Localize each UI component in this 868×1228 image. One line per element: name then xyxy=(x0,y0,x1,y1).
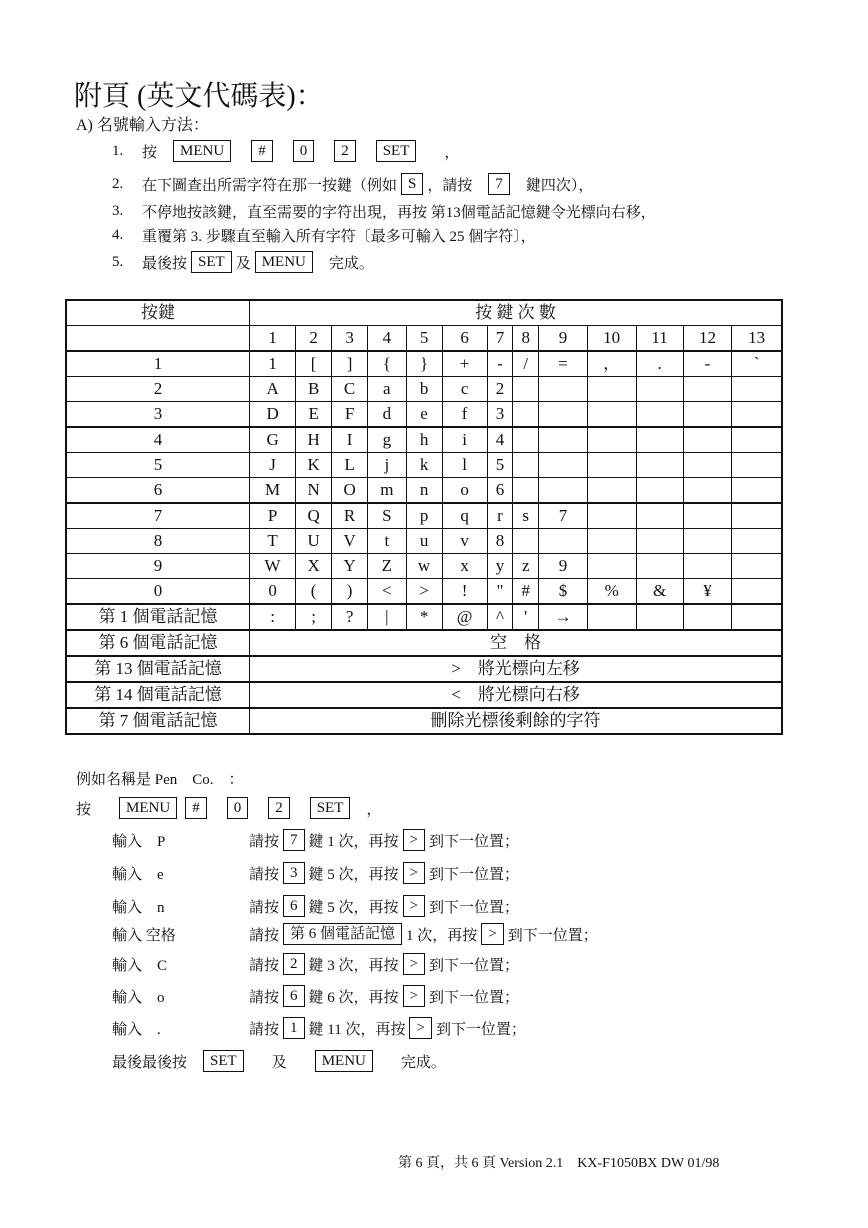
char-cell xyxy=(683,503,732,529)
example-text: 到下一位置； xyxy=(429,899,520,916)
cursor-right-key: > xyxy=(409,1017,431,1039)
key-s: S xyxy=(401,173,423,195)
key-2: 2 xyxy=(268,797,290,819)
char-cell: ^ xyxy=(487,604,513,630)
row-key: 5 xyxy=(66,453,250,478)
key-menu: MENU xyxy=(173,140,231,162)
char-cell xyxy=(683,377,732,402)
table-row xyxy=(66,427,782,453)
char-cell: a xyxy=(368,377,407,402)
step-4 xyxy=(112,225,536,246)
char-cell xyxy=(587,529,636,554)
char-cell: [ xyxy=(296,351,332,377)
example-text: 鍵 11 次，再按 xyxy=(308,1021,406,1038)
key-hash: # xyxy=(185,797,207,819)
cursor-right-key: > xyxy=(403,829,425,851)
key-0: 0 xyxy=(227,797,249,819)
cursor-right-key: > xyxy=(403,862,425,884)
example-text: 按 xyxy=(76,801,92,818)
example-line xyxy=(112,923,598,945)
press-count-header: 8 xyxy=(513,326,539,352)
char-cell: ] xyxy=(332,351,368,377)
char-cell xyxy=(732,554,782,579)
example-line xyxy=(112,985,519,1007)
char-cell: W xyxy=(250,554,296,579)
char-cell: C xyxy=(332,377,368,402)
char-cell: ; xyxy=(296,604,332,630)
char-cell: A xyxy=(250,377,296,402)
example-text: 請按 xyxy=(249,866,280,883)
char-cell: - xyxy=(487,351,513,377)
char-cell: 7 xyxy=(539,503,588,529)
press-count-header: 6 xyxy=(442,326,487,352)
char-cell: & xyxy=(636,579,683,605)
char-cell: P xyxy=(250,503,296,529)
key-menu: MENU xyxy=(315,1050,373,1072)
example-key: 6 xyxy=(283,985,305,1007)
function-description: > 將光標向左移 xyxy=(250,656,783,682)
char-cell xyxy=(732,604,782,630)
char-cell xyxy=(732,503,782,529)
char-cell xyxy=(636,478,683,504)
key-set: SET xyxy=(310,797,351,819)
example-text: 鍵 3 次，再按 xyxy=(308,957,399,974)
press-count-header: 1 xyxy=(250,326,296,352)
char-cell xyxy=(539,453,588,478)
char-cell: c xyxy=(442,377,487,402)
step-text: 在下圖查出所需字符在那一按鍵（例如 xyxy=(142,177,398,194)
step-2 xyxy=(112,173,593,195)
char-cell: 3 xyxy=(487,402,513,428)
char-cell: b xyxy=(406,377,442,402)
char-cell: J xyxy=(250,453,296,478)
example-text: 到下一位置； xyxy=(429,989,520,1006)
char-cell xyxy=(683,529,732,554)
char-cell xyxy=(513,427,539,453)
char-cell: d xyxy=(368,402,407,428)
char-cell: i xyxy=(442,427,487,453)
char-cell xyxy=(539,377,588,402)
char-cell: E xyxy=(296,402,332,428)
char-cell: - xyxy=(683,351,732,377)
char-cell: = xyxy=(539,351,588,377)
function-description: < 將光標向右移 xyxy=(250,682,783,708)
example-line xyxy=(112,829,519,851)
char-cell: 4 xyxy=(487,427,513,453)
page-footer: 第 6 頁，共 6 頁 Version 2.1 KX-F1050BX DW 01/98 xyxy=(398,1156,720,1171)
example-press-line xyxy=(76,797,381,819)
char-cell xyxy=(587,554,636,579)
char-cell xyxy=(587,427,636,453)
key-set: SET xyxy=(191,251,232,273)
example-text: 到下一位置； xyxy=(429,833,520,850)
char-cell: V xyxy=(332,529,368,554)
char-cell: u xyxy=(406,529,442,554)
cursor-right-key: > xyxy=(403,985,425,1007)
example-input: 輸入 C xyxy=(112,957,168,974)
example-key: 第 6 個電話記憶 xyxy=(283,923,402,945)
example-text: 到下一位置； xyxy=(429,957,520,974)
char-cell: l xyxy=(442,453,487,478)
char-cell: 8 xyxy=(487,529,513,554)
press-count-header: 9 xyxy=(539,326,588,352)
header-blank xyxy=(66,326,250,352)
char-cell: > xyxy=(406,579,442,605)
example-key: 3 xyxy=(283,862,305,884)
example-input: 輸入 空格 xyxy=(112,927,176,944)
function-row xyxy=(66,682,782,708)
char-cell xyxy=(732,453,782,478)
char-cell: Y xyxy=(332,554,368,579)
example-input: 輸入 n xyxy=(112,899,165,916)
char-cell: U xyxy=(296,529,332,554)
example-text: 鍵 6 次，再按 xyxy=(308,989,399,1006)
table-row xyxy=(66,402,782,428)
char-cell: x xyxy=(442,554,487,579)
char-cell xyxy=(539,529,588,554)
press-count-header: 10 xyxy=(587,326,636,352)
char-cell xyxy=(636,554,683,579)
char-cell: | xyxy=(368,604,407,630)
step-text: 鍵四次）， xyxy=(525,177,594,194)
row-key: 第 14 個電話記憶 xyxy=(66,682,250,708)
char-cell: H xyxy=(296,427,332,453)
table-row xyxy=(66,351,782,377)
press-count-header: 3 xyxy=(332,326,368,352)
char-cell xyxy=(587,604,636,630)
char-cell: → xyxy=(539,604,588,630)
char-cell: Z xyxy=(368,554,407,579)
example-line xyxy=(112,895,519,917)
char-cell: z xyxy=(513,554,539,579)
char-cell: 5 xyxy=(487,453,513,478)
step-number: 1. xyxy=(112,142,124,159)
row-key: 6 xyxy=(66,478,250,504)
table-row xyxy=(66,604,782,630)
press-count-header: 11 xyxy=(636,326,683,352)
step-text: 完成。 xyxy=(328,255,374,272)
example-line xyxy=(112,1017,526,1039)
char-cell: r xyxy=(487,503,513,529)
step-number: 3. xyxy=(112,203,124,219)
char-cell xyxy=(539,427,588,453)
char-cell: y xyxy=(487,554,513,579)
example-line xyxy=(112,862,519,884)
char-cell: X xyxy=(296,554,332,579)
step-text: 不停地按該鍵，直至需要的字符出現，再按 第13個電話記憶鍵令光標向右移， xyxy=(142,205,656,221)
char-cell xyxy=(732,478,782,504)
char-cell: R xyxy=(332,503,368,529)
char-cell xyxy=(636,377,683,402)
key-menu: MENU xyxy=(255,251,313,273)
char-cell xyxy=(587,478,636,504)
example-text: 鍵 1 次，再按 xyxy=(308,833,399,850)
char-cell: ， xyxy=(587,351,636,377)
key-hash: # xyxy=(251,140,273,162)
char-cell: e xyxy=(406,402,442,428)
char-cell xyxy=(732,529,782,554)
char-cell: t xyxy=(368,529,407,554)
char-cell xyxy=(587,503,636,529)
example-text: 到下一位置； xyxy=(507,927,598,944)
char-cell xyxy=(636,529,683,554)
char-cell: } xyxy=(406,351,442,377)
example-key: 2 xyxy=(283,953,305,975)
char-cell xyxy=(587,453,636,478)
step-number: 4. xyxy=(112,227,124,243)
char-cell xyxy=(539,478,588,504)
char-cell: p xyxy=(406,503,442,529)
row-key: 第 6 個電話記憶 xyxy=(66,630,250,656)
char-cell: 6 xyxy=(487,478,513,504)
step-5 xyxy=(112,251,374,273)
char-cell: ( xyxy=(296,579,332,605)
char-cell: I xyxy=(332,427,368,453)
char-cell: . xyxy=(636,351,683,377)
header-key: 按鍵 xyxy=(66,300,250,326)
char-cell: L xyxy=(332,453,368,478)
char-cell: q xyxy=(442,503,487,529)
step-text: 及 xyxy=(235,255,251,272)
press-count-header: 4 xyxy=(368,326,407,352)
table-row xyxy=(66,503,782,529)
example-text: 請按 xyxy=(249,927,280,944)
table-row xyxy=(66,377,782,402)
row-key: 3 xyxy=(66,402,250,428)
step-text: 按 xyxy=(142,144,158,161)
example-text: ， xyxy=(366,801,382,818)
char-cell: : xyxy=(250,604,296,630)
header-presses: 按 鍵 次 數 xyxy=(250,300,783,326)
example-text: 鍵 5 次，再按 xyxy=(308,866,399,883)
char-cell xyxy=(732,377,782,402)
char-cell: ` xyxy=(732,351,782,377)
char-cell: m xyxy=(368,478,407,504)
example-line xyxy=(112,953,519,975)
press-count-header: 5 xyxy=(406,326,442,352)
step-3 xyxy=(112,201,656,222)
char-cell: O xyxy=(332,478,368,504)
example-input: 輸入 . xyxy=(112,1021,161,1038)
row-key: 第 1 個電話記憶 xyxy=(66,604,250,630)
example-key: 7 xyxy=(283,829,305,851)
char-cell xyxy=(732,579,782,605)
step-number: 5. xyxy=(112,253,124,270)
example-input: 輸入 P xyxy=(112,833,166,850)
row-key: 9 xyxy=(66,554,250,579)
char-cell xyxy=(683,604,732,630)
example-text: 到下一位置； xyxy=(435,1021,526,1038)
row-key: 第 7 個電話記憶 xyxy=(66,708,250,734)
example-text: 到下一位置； xyxy=(429,866,520,883)
key-2: 2 xyxy=(334,140,356,162)
function-row xyxy=(66,656,782,682)
example-text: 最後最後按 xyxy=(112,1054,188,1071)
example-final xyxy=(112,1050,446,1072)
row-key: 0 xyxy=(66,579,250,605)
char-cell: ) xyxy=(332,579,368,605)
char-cell xyxy=(683,402,732,428)
char-cell xyxy=(636,402,683,428)
example-text: 請按 xyxy=(249,1021,280,1038)
key-0: 0 xyxy=(293,140,315,162)
function-row xyxy=(66,630,782,656)
char-cell: w xyxy=(406,554,442,579)
char-cell: o xyxy=(442,478,487,504)
char-cell xyxy=(683,478,732,504)
char-cell xyxy=(636,427,683,453)
char-cell: * xyxy=(406,604,442,630)
press-count-header: 7 xyxy=(487,326,513,352)
char-cell xyxy=(636,503,683,529)
char-cell xyxy=(683,453,732,478)
char-cell: 2 xyxy=(487,377,513,402)
char-cell: h xyxy=(406,427,442,453)
char-cell: ! xyxy=(442,579,487,605)
char-cell: 1 xyxy=(250,351,296,377)
char-cell: n xyxy=(406,478,442,504)
char-cell: $ xyxy=(539,579,588,605)
section-a-heading: A) 名號輸入方法： xyxy=(76,117,209,134)
press-count-header: 13 xyxy=(732,326,782,352)
example-text: 請按 xyxy=(249,957,280,974)
step-text: ， xyxy=(444,144,460,161)
table-row xyxy=(66,529,782,554)
char-cell xyxy=(513,402,539,428)
cursor-right-key: > xyxy=(403,895,425,917)
step-text: ，請按 xyxy=(427,177,473,194)
row-key: 2 xyxy=(66,377,250,402)
char-cell: M xyxy=(250,478,296,504)
char-cell xyxy=(513,453,539,478)
key-7: 7 xyxy=(488,173,510,195)
row-key: 第 13 個電話記憶 xyxy=(66,656,250,682)
char-cell: ¥ xyxy=(683,579,732,605)
char-cell: @ xyxy=(442,604,487,630)
function-description: 空 格 xyxy=(250,630,783,656)
char-cell xyxy=(513,478,539,504)
example-text: 及 xyxy=(271,1054,287,1071)
table-row xyxy=(66,453,782,478)
table-row xyxy=(66,554,782,579)
char-cell: % xyxy=(587,579,636,605)
char-cell: 9 xyxy=(539,554,588,579)
cursor-right-key: > xyxy=(403,953,425,975)
char-cell: / xyxy=(513,351,539,377)
char-cell: S xyxy=(368,503,407,529)
char-cell xyxy=(636,453,683,478)
char-cell xyxy=(683,427,732,453)
example-text: 完成。 xyxy=(400,1054,446,1071)
char-cell: v xyxy=(442,529,487,554)
char-cell: B xyxy=(296,377,332,402)
table-row xyxy=(66,579,782,605)
example-input: 輸入 o xyxy=(112,989,165,1006)
char-cell xyxy=(539,402,588,428)
char-cell: D xyxy=(250,402,296,428)
char-cell xyxy=(732,402,782,428)
page-title: 附頁 (英文代碼表)： xyxy=(74,81,324,112)
char-cell: g xyxy=(368,427,407,453)
char-cell xyxy=(732,427,782,453)
example-intro: 例如名稱是 Pen Co. ： xyxy=(76,772,244,788)
function-row xyxy=(66,708,782,734)
char-cell: < xyxy=(368,579,407,605)
char-cell: { xyxy=(368,351,407,377)
step-text: 重覆第 3. 步驟直至輸入所有字符〔最多可輸入 25 個字符〕， xyxy=(142,229,536,245)
char-cell xyxy=(587,377,636,402)
function-description: 刪除光標後剩餘的字符 xyxy=(250,708,783,734)
example-key: 6 xyxy=(283,895,305,917)
key-set: SET xyxy=(376,140,417,162)
char-cell: T xyxy=(250,529,296,554)
char-cell: f xyxy=(442,402,487,428)
step-text: 最後按 xyxy=(142,255,188,272)
char-cell: # xyxy=(513,579,539,605)
step-1 xyxy=(112,140,459,162)
char-cell: k xyxy=(406,453,442,478)
char-cell xyxy=(513,529,539,554)
row-key: 7 xyxy=(66,503,250,529)
char-cell: F xyxy=(332,402,368,428)
row-key: 1 xyxy=(66,351,250,377)
example-text: 鍵 5 次，再按 xyxy=(308,899,399,916)
char-cell: " xyxy=(487,579,513,605)
example-text: 請按 xyxy=(249,899,280,916)
key-menu: MENU xyxy=(119,797,177,819)
char-cell: N xyxy=(296,478,332,504)
char-cell: j xyxy=(368,453,407,478)
char-cell: K xyxy=(296,453,332,478)
character-code-table xyxy=(65,299,783,735)
key-set: SET xyxy=(203,1050,244,1072)
step-number: 2. xyxy=(112,175,124,192)
row-key: 8 xyxy=(66,529,250,554)
press-count-header: 12 xyxy=(683,326,732,352)
char-cell xyxy=(683,554,732,579)
char-cell xyxy=(513,377,539,402)
example-text: 1 次，再按 xyxy=(406,927,478,944)
example-text: 請按 xyxy=(249,833,280,850)
char-cell: + xyxy=(442,351,487,377)
example-key: 1 xyxy=(283,1017,305,1039)
char-cell xyxy=(587,402,636,428)
cursor-right-key: > xyxy=(481,923,503,945)
table-row xyxy=(66,478,782,504)
press-count-header: 2 xyxy=(296,326,332,352)
char-cell: ' xyxy=(513,604,539,630)
char-cell: 0 xyxy=(250,579,296,605)
example-input: 輸入 e xyxy=(112,866,164,883)
char-cell: ? xyxy=(332,604,368,630)
example-text: 請按 xyxy=(249,989,280,1006)
char-cell: G xyxy=(250,427,296,453)
row-key: 4 xyxy=(66,427,250,453)
char-cell: Q xyxy=(296,503,332,529)
char-cell xyxy=(636,604,683,630)
char-cell: s xyxy=(513,503,539,529)
